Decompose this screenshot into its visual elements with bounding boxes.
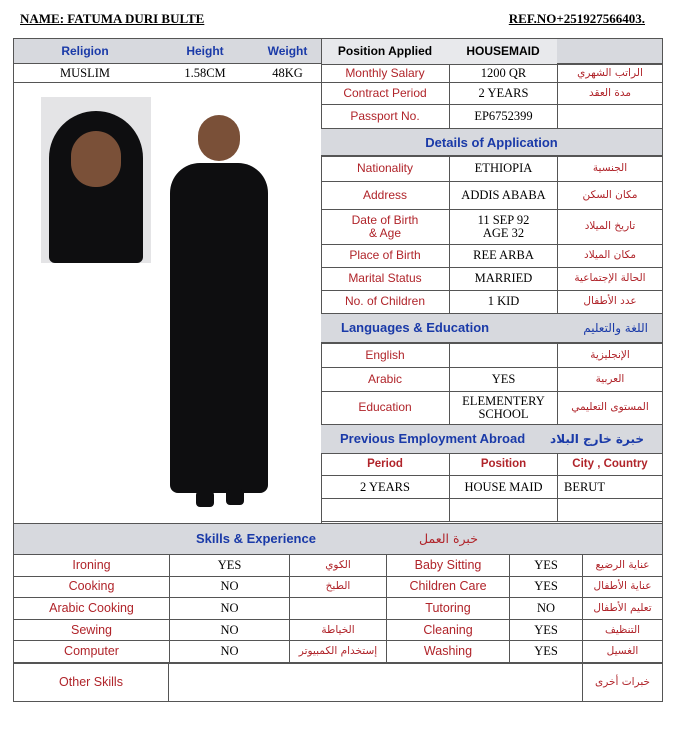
- height-value: 1.58CM: [184, 65, 226, 80]
- language-label: Education: [358, 400, 412, 414]
- employment-title: Previous Employment Abroad: [340, 431, 526, 446]
- detail-value: 11 SEP 92 AGE 32: [449, 209, 557, 244]
- skill-label: Washing: [386, 641, 509, 663]
- full-body-photo: [160, 103, 278, 511]
- height-label: Height: [186, 44, 224, 58]
- skill-label: Sewing: [14, 620, 169, 642]
- skill-arabic: الطبخ: [289, 577, 386, 599]
- detail-arabic: مكان السكن: [557, 181, 662, 209]
- skill-arabic: التنظيف: [582, 620, 662, 642]
- skill-arabic: الخياطة: [289, 620, 386, 642]
- detail-value: ADDIS ABABA: [449, 181, 557, 209]
- employment-period: [321, 499, 449, 522]
- skill-arabic: الكوي: [289, 555, 386, 577]
- language-value: ELEMENTERY SCHOOL: [449, 391, 557, 424]
- skill-arabic: الغسيل: [582, 641, 662, 663]
- skill-value: YES: [509, 620, 582, 642]
- languages-title-arabic: اللغة والتعليم: [583, 321, 648, 335]
- language-label: English: [365, 347, 405, 362]
- detail-label: Marital Status: [348, 271, 422, 285]
- detail-value: REE ARBA: [449, 244, 557, 267]
- employment-position-header: Position: [449, 454, 557, 476]
- position-applied-label: Position Applied: [321, 39, 449, 64]
- religion-value: MUSLIM: [59, 65, 110, 80]
- contract-value: 1200 QR: [449, 64, 557, 82]
- detail-value: MARRIED: [449, 267, 557, 290]
- skill-arabic: عناية الرضيع: [582, 555, 662, 577]
- weight-value: 48KG: [272, 65, 303, 80]
- language-value: [449, 343, 557, 367]
- applicant-name: NAME: FATUMA DURI BULTE: [20, 11, 205, 26]
- language-value: YES: [449, 367, 557, 391]
- language-arabic: الإنجليزية: [557, 343, 662, 367]
- detail-arabic: الجنسية: [557, 156, 662, 181]
- skill-value: NO: [169, 620, 289, 642]
- employment-title-arabic: خبرة خارج البلاد: [550, 432, 644, 446]
- contract-value: EP6752399: [449, 104, 557, 128]
- other-skills-label: Other Skills: [14, 663, 169, 701]
- employment-location: [557, 499, 662, 522]
- detail-label: Nationality: [356, 161, 414, 175]
- employment-position: HOUSE MAID: [449, 476, 557, 499]
- employment-location: BERUT: [557, 476, 662, 499]
- skill-label: Cleaning: [386, 620, 509, 642]
- skill-label: Arabic Cooking: [14, 598, 169, 620]
- detail-value: ETHIOPIA: [449, 156, 557, 181]
- skill-value: YES: [509, 577, 582, 599]
- skill-label: Ironing: [14, 555, 169, 577]
- skill-label: Children Care: [386, 577, 509, 599]
- weight-label: Weight: [267, 44, 308, 58]
- contract-label: Passport No.: [350, 108, 420, 123]
- application-form: [13, 38, 663, 702]
- skill-arabic: تعليم الأطفال: [582, 598, 662, 620]
- skills-title-arabic: خبرة العمل: [419, 531, 478, 546]
- skill-value: NO: [169, 641, 289, 663]
- employment-position: [449, 499, 557, 522]
- detail-arabic: تاريخ الميلاد: [557, 209, 662, 244]
- other-skills-value: [169, 663, 582, 701]
- skill-arabic: إستخدام الكمبيوتر: [289, 641, 386, 663]
- skill-value: NO: [509, 598, 582, 620]
- employment-location-header: City , Country: [557, 454, 662, 476]
- contract-arabic: [557, 104, 662, 128]
- skill-value: YES: [169, 555, 289, 577]
- other-skills-arabic: خبرات أخرى: [582, 663, 662, 701]
- detail-arabic: الحالة الإجتماعية: [557, 267, 662, 290]
- skill-value: NO: [169, 577, 289, 599]
- contract-arabic: مدة العقد: [557, 82, 662, 104]
- language-arabic: العربية: [557, 367, 662, 391]
- skill-label: Baby Sitting: [386, 555, 509, 577]
- contract-arabic: الراتب الشهري: [557, 64, 662, 82]
- skill-label: Computer: [14, 641, 169, 663]
- contract-label: Monthly Salary: [345, 65, 425, 80]
- contract-value: 2 YEARS: [449, 82, 557, 104]
- languages-title: Languages & Education: [341, 320, 490, 335]
- contract-label: Contract Period: [343, 85, 427, 100]
- employment-period-header: Period: [321, 454, 449, 476]
- detail-label: Place of Birth: [349, 248, 421, 262]
- detail-arabic: عدد الأطفال: [557, 290, 662, 313]
- portrait-face: [71, 131, 121, 187]
- religion-label: Religion: [61, 44, 109, 58]
- skills-title: Skills & Experience: [196, 531, 316, 546]
- position-applied-value: HOUSEMAID: [449, 39, 557, 64]
- reference-number: REF.NO+251927566403.: [508, 11, 645, 26]
- details-title: Details of Application: [425, 134, 558, 150]
- language-label: Arabic: [367, 371, 402, 386]
- skills-band: [14, 523, 662, 555]
- detail-label: Address: [362, 187, 408, 202]
- portrait-photo: [41, 97, 151, 263]
- detail-label: Date of Birth & Age: [351, 212, 419, 240]
- language-arabic: المستوى التعليمي: [557, 391, 662, 424]
- detail-arabic: مكان الميلاد: [557, 244, 662, 267]
- detail-value: 1 KID: [449, 290, 557, 313]
- detail-label: No. of Children: [344, 294, 426, 308]
- skill-arabic: عناية الأطفال: [582, 577, 662, 599]
- skill-value: NO: [169, 598, 289, 620]
- skill-value: YES: [509, 641, 582, 663]
- skill-label: Tutoring: [386, 598, 509, 620]
- employment-period: 2 YEARS: [321, 476, 449, 499]
- skill-value: YES: [509, 555, 582, 577]
- skill-arabic: [289, 598, 386, 620]
- skill-label: Cooking: [14, 577, 169, 599]
